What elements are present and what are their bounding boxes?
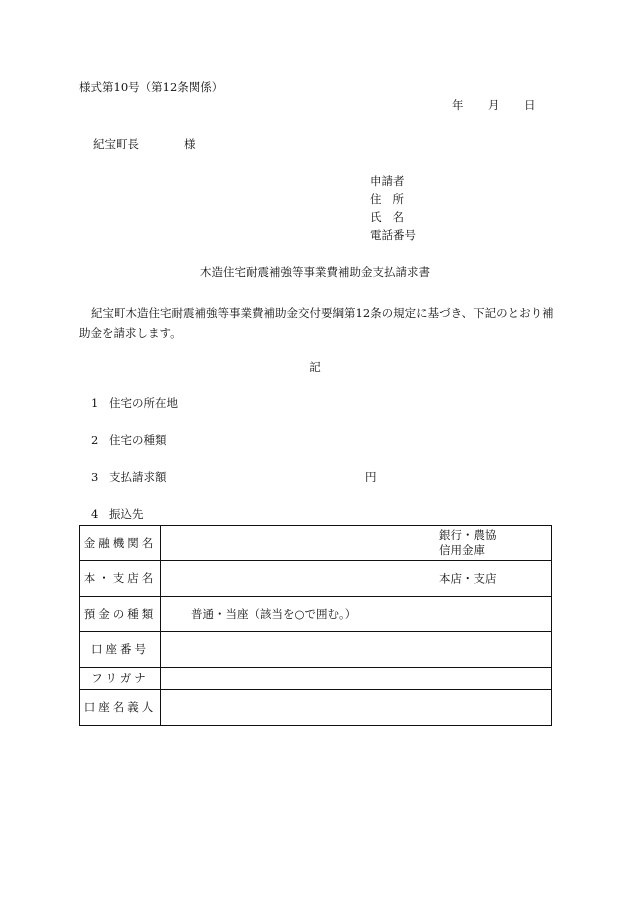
furigana-label: フリガナ [80, 668, 161, 690]
date-year-label: 年 [452, 98, 464, 112]
furigana-field[interactable] [161, 668, 552, 690]
yen-unit: 円 [365, 470, 377, 484]
item-label-house-location: 住宅の所在地 [109, 396, 178, 410]
table-row [80, 526, 552, 561]
applicant-address-label: 住所 [370, 192, 415, 206]
financial-institution-field[interactable] [161, 526, 552, 561]
branch-type-options: 本店・支店 [439, 571, 497, 585]
table-row [80, 668, 552, 690]
item-number: 2 [91, 433, 99, 447]
applicant-phone-label: 電話番号 [370, 228, 416, 242]
item-number: 4 [91, 507, 99, 521]
table-row [80, 690, 552, 726]
item-number: 1 [91, 396, 99, 410]
table-row [80, 561, 552, 597]
form-number: 様式第10号（第12条関係） [79, 80, 224, 94]
account-holder-field[interactable] [161, 690, 552, 726]
addressee-honorific: 様 [184, 137, 196, 151]
ki-heading: 記 [309, 360, 321, 374]
item-label-house-type: 住宅の種類 [109, 433, 167, 447]
applicant-heading: 申請者 [370, 174, 405, 188]
body-text: 紀宝町木造住宅耐震補強等事業費補助金交付要綱第12条の規定に基づき、下記のとおり補助金を請求します。 [79, 306, 554, 340]
item-label-request-amount: 支払請求額 [109, 470, 167, 484]
account-number-field[interactable] [161, 632, 552, 668]
bank-account-table [79, 525, 552, 726]
institution-type-line1: 銀行・農協 [439, 528, 497, 542]
branch-name-label: 本・支店名 [80, 561, 161, 597]
applicant-name-label: 氏名 [370, 210, 415, 224]
account-holder-label: 口座名義人 [80, 690, 161, 726]
account-number-label: 口座番号 [80, 632, 161, 668]
deposit-type-options: 普通・当座（該当を○で囲む。） [191, 606, 357, 621]
institution-type-line2: 信用金庫 [439, 543, 485, 557]
branch-name-field[interactable] [161, 561, 552, 597]
item-label-transfer-destination: 振込先 [109, 507, 144, 521]
item-number: 3 [91, 470, 99, 484]
date-month-label: 月 [488, 98, 500, 112]
financial-institution-label: 金融機関名 [80, 526, 161, 561]
addressee-name: 紀宝町長 [93, 137, 139, 151]
deposit-type-label: 預金の種類 [80, 597, 161, 632]
deposit-type-field[interactable] [161, 597, 552, 632]
institution-type-options [439, 528, 497, 558]
table-row [80, 632, 552, 668]
table-row [80, 597, 552, 632]
document-title: 木造住宅耐震補強等事業費補助金支払請求書 [200, 265, 430, 279]
date-day-label: 日 [524, 98, 536, 112]
